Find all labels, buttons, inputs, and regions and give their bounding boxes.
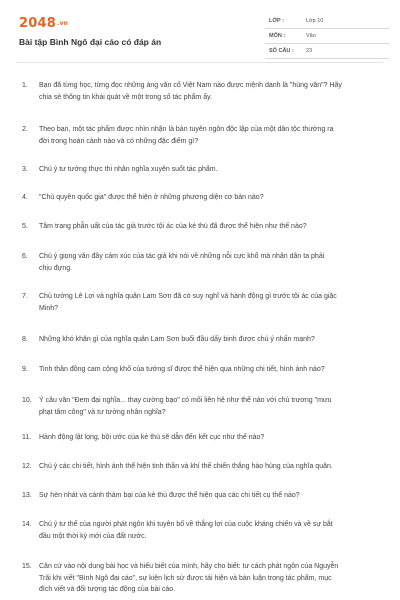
question-text-line: Hành động lật lọng, bội ước của kẻ thù sẽ dẫn đến kết cục như thế nào? [39,434,265,441]
question-text [39,364,385,376]
meta-row-subject [265,29,389,44]
question-number: 2. [22,126,28,133]
meta-row-count [265,44,389,59]
question-text-line: phạt tâm công" và tư tưởng nhân nghĩa? [39,408,166,416]
question-text-line: Bạn đã từng học, từng đọc những áng văn cổ Việt Nam nào được mệnh danh là "hùng văn"? Hãy [39,82,342,89]
question-item [22,334,385,346]
question-text-line: Căn cứ vào nội dung bài học và hiểu biết của mình, hãy cho biết: tư cách phát ngôn của Nguyễn [39,563,339,570]
meta-label: LỚP : [269,18,284,24]
question-number: 12. [22,463,32,470]
question-item [22,490,385,502]
question-text [39,251,385,274]
question-text-line: "Chủ quyền quốc gia" được thể hiện ở những phương diện cơ bản nào? [39,194,264,201]
question-text [39,334,385,346]
question-text-line: Tinh thần đồng cam cộng khổ của tướng sĩ được thể hiện qua những chi tiết, hình ảnh nào? [39,366,325,373]
question-item [22,251,385,274]
question-text [39,432,385,444]
question-number: 6. [22,253,28,260]
document-title: Bài tập Bình Ngô đại cáo có đáp án [19,37,162,47]
site-logo[interactable] [19,16,68,31]
question-item [22,461,385,473]
question-text-line: Trãi khi viết "Bình Ngô đại cáo", sự kiện lịch sử được tái hiện và bàn luận trong tác phẩm, mục [39,574,332,582]
question-text [39,490,385,502]
logo-text: 2048 [19,16,56,31]
question-text [39,519,385,542]
question-text [39,221,385,233]
question-text-line: Theo bạn, một tác phẩm được nhìn nhận là bản tuyên ngôn độc lập của một dân tộc thường ra [39,126,334,133]
question-item [22,80,385,103]
question-text-line: chịu đựng. [39,264,73,272]
header-divider [17,62,383,63]
question-text-line: Tâm trạng phẫn uất của tác giả trước tội ác của kẻ thù đã được thể hiện như thế nào? [39,223,307,230]
question-item [22,192,385,204]
question-text [39,561,385,596]
question-number: 9. [22,366,28,373]
question-text-line: đời trong hoàn cảnh nào và có những đặc điểm gì? [39,137,199,145]
question-item [22,221,385,233]
question-item [22,364,385,376]
question-text-line: Chú ý tư tưởng thực thi nhân nghĩa xuyên suốt tác phẩm. [39,166,218,173]
question-item [22,124,385,147]
document-header [17,14,383,56]
question-item [22,432,385,444]
meta-label: SỐ CÂU : [269,48,294,54]
question-item [22,164,385,176]
question-text [39,192,385,204]
question-number: 10. [22,397,32,404]
question-text-line: Chú ý giọng văn đầy cảm xúc của tác giả khi nói về những nỗi cực khổ mà nhân dân ta phải [39,253,325,260]
question-text [39,124,385,147]
question-number: 1. [22,82,28,89]
meta-value: Lớp 10 [306,18,324,24]
question-text [39,395,385,418]
question-text [39,80,385,103]
question-text-line: Chú ý tư thế của người phát ngôn khi tuyên bố về thắng lợi của cuộc kháng chiến và về sự bắt [39,521,333,528]
question-item [22,519,385,542]
question-number: 15. [22,563,32,570]
question-number: 11. [22,434,32,441]
question-item [22,291,385,314]
question-text-line: Những khó khăn gì của nghĩa quân Lam Sơn buổi đầu dấy binh được chú ý nhấn mạnh? [39,336,315,343]
question-number: 3. [22,166,28,173]
meta-value: 23 [306,48,313,54]
question-text-line: Ý câu văn "Đem đại nghĩa... thay cường bạo" có mối liên hệ như thế nào với chủ trương "mưu [39,397,332,404]
question-text-line: Chú ý các chi tiết, hình ảnh thể hiện tinh thần và khí thế chiến thắng hào hùng của nghĩa quân. [39,463,333,470]
question-text-line: Chủ tướng Lê Lợi và nghĩa quân Lam Sơn đã có suy nghĩ và hành động gì trước tội ác của giặc [39,293,337,300]
meta-row-class [265,14,389,29]
question-number: 7. [22,293,28,300]
question-item [22,561,385,596]
question-text-line: đầu một thời kỳ mới của đất nước. [39,532,147,540]
question-text-line: Minh? [39,304,59,312]
logo-suffix: .vn [56,20,69,27]
question-number: 14. [22,521,32,528]
meta-value: Văn [306,33,316,39]
question-item [22,395,385,418]
question-text-line: chia sẻ thông tin khái quát về một trong số tác phẩm ấy. [39,93,213,101]
question-text [39,164,385,176]
question-text [39,291,385,314]
question-text-line: Sự hèn nhát và cảnh thảm bại của kẻ thù được thể hiện qua các chi tiết cụ thể nào? [39,492,300,499]
question-number: 8. [22,336,28,343]
question-number: 4. [22,194,28,201]
question-number: 5. [22,223,28,230]
meta-label: MÔN : [269,33,286,39]
question-text-line: đích viết và đối tượng tác động của bài cáo. [39,586,176,593]
question-text [39,461,385,473]
question-number: 13. [22,492,32,499]
meta-table [265,14,389,59]
